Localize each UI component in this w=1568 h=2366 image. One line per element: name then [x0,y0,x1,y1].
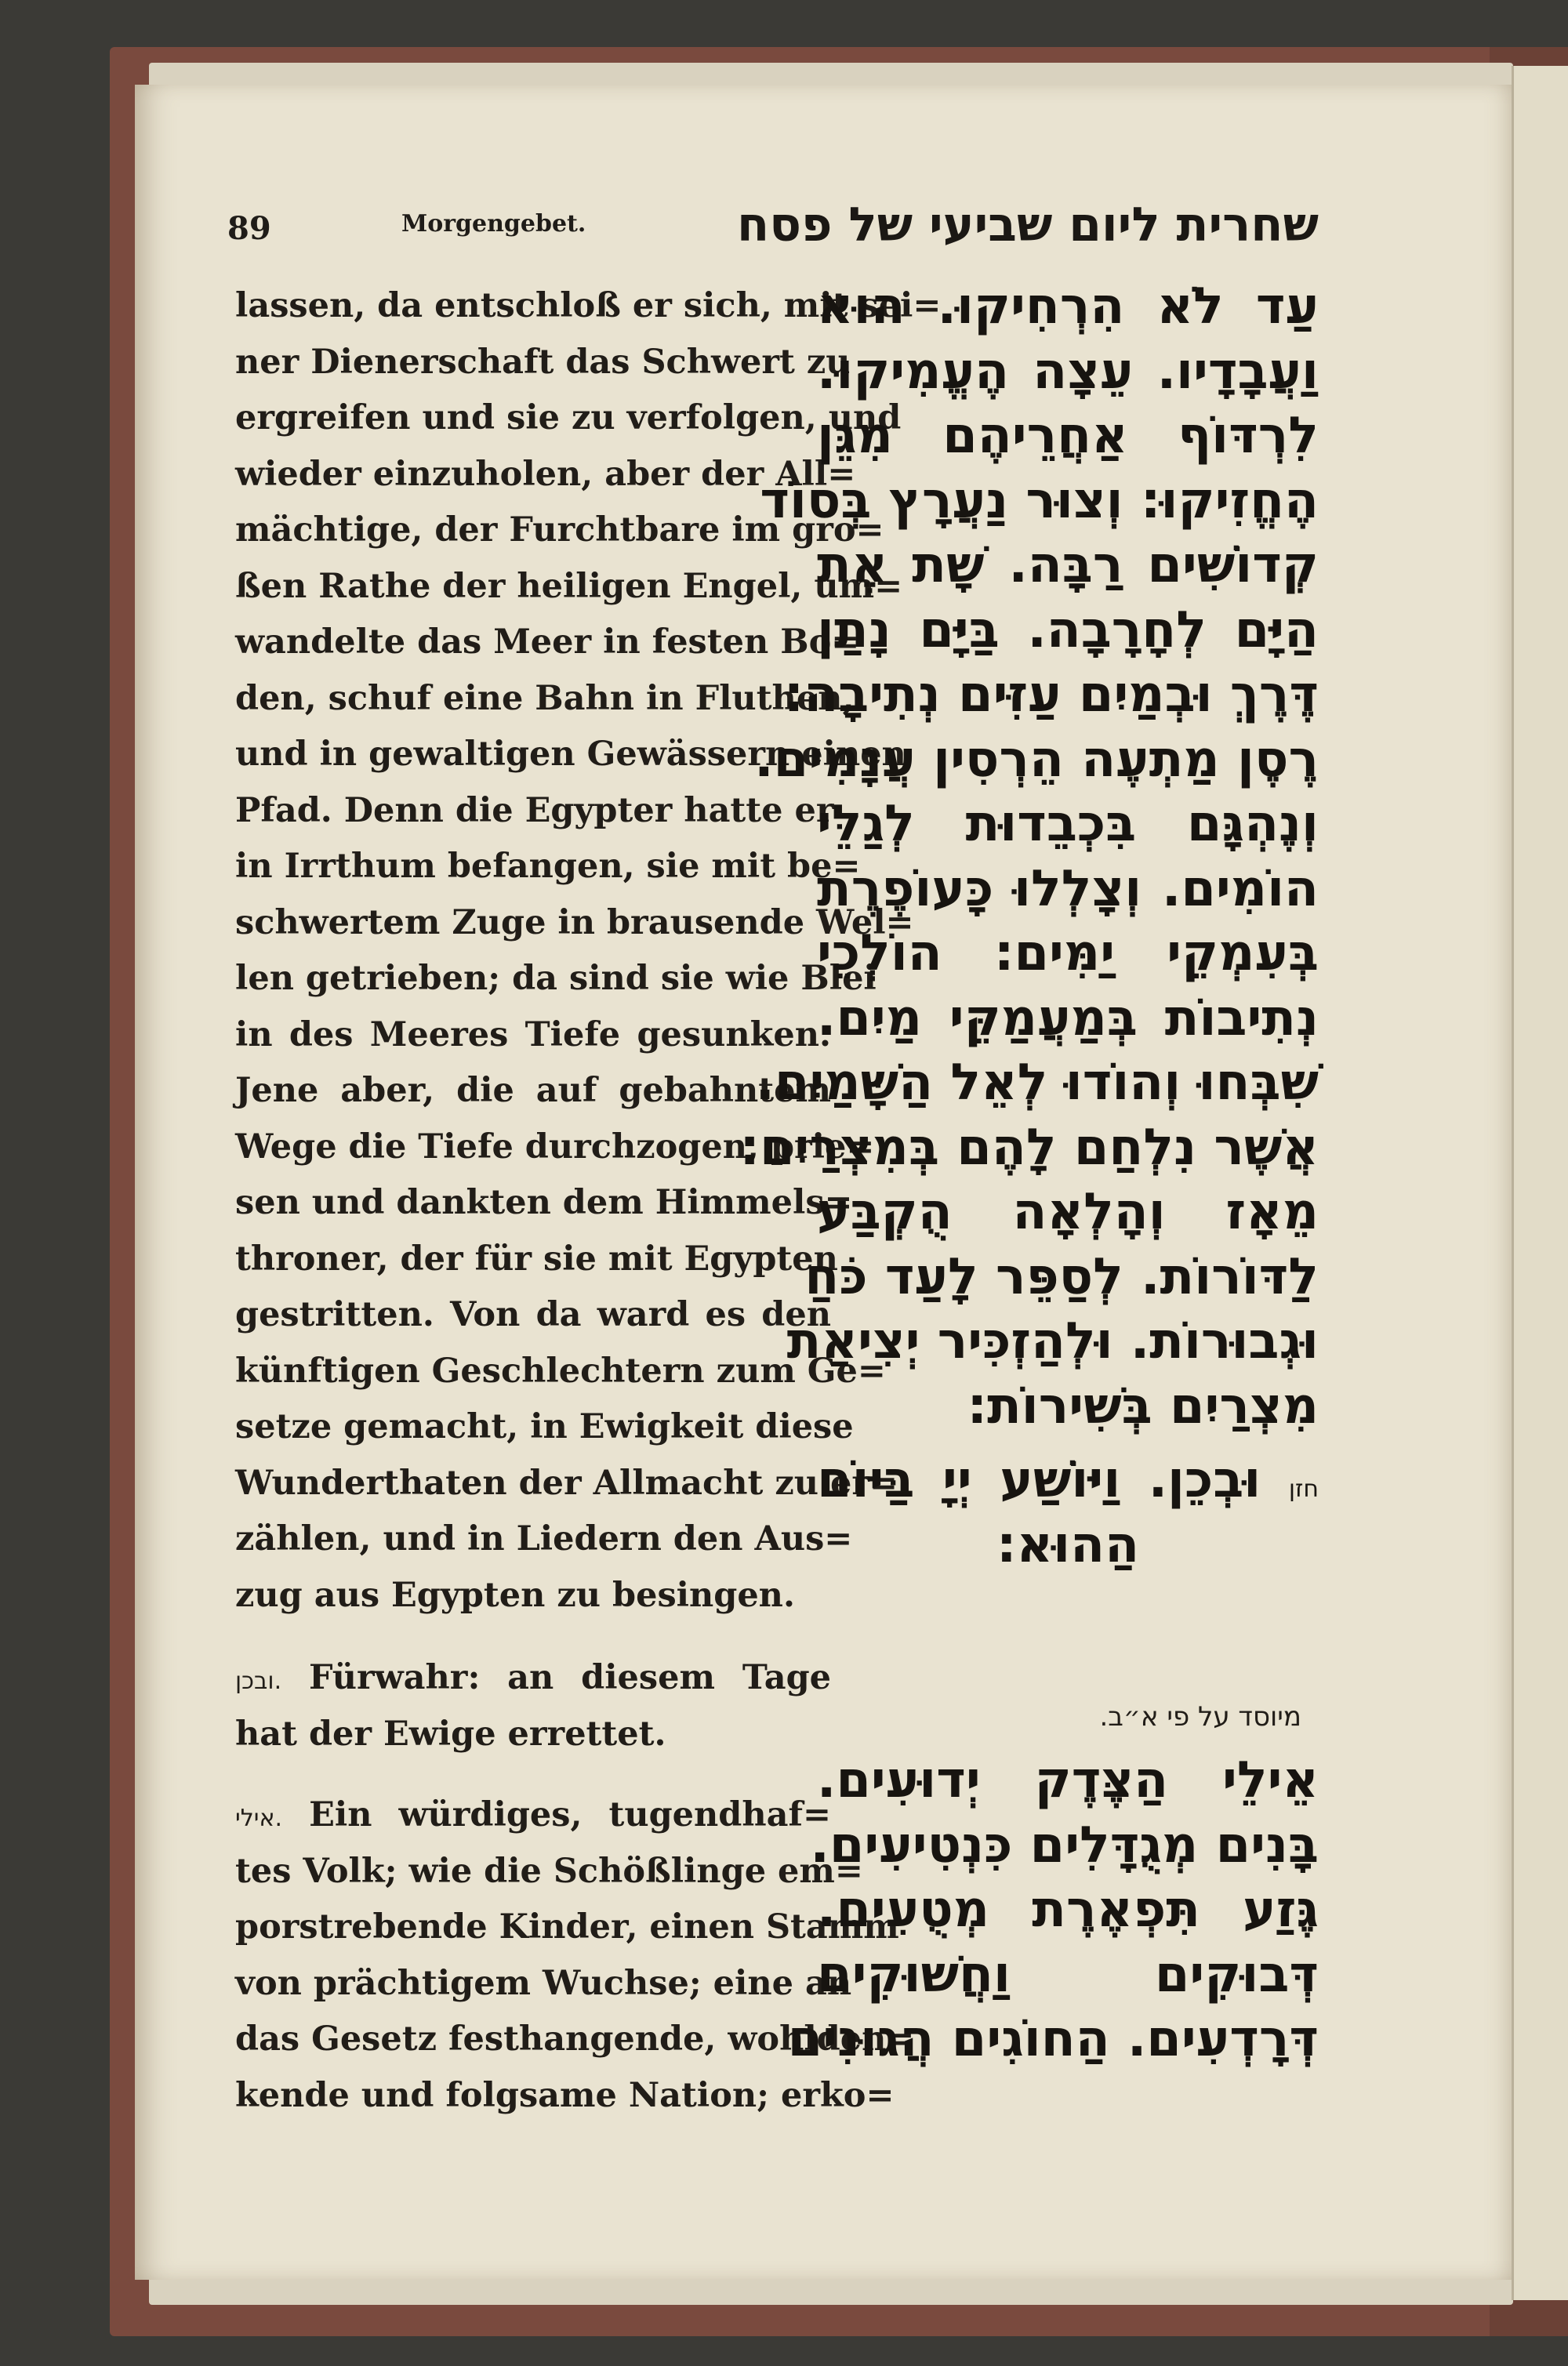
hebrew-line: דֶּרֶךְ וּבְמַיִם עַזִּים נְתִיבָה: [783,666,1319,724]
german-line: ner Dienerschaft das Schwert zu [235,342,851,382]
german-line [235,1787,831,1844]
hebrew-line: נְתִיבוֹת בְּמַעֲמַקֵּי מַיִם. [817,989,1319,1047]
hebrew-line: עַד לֹא הִרְחִיקוּ. הוּא [817,278,1319,336]
hebrew-line-text: וּבְכֵן. וַיּוֹשַׁע יְיָ בַּיּוֹם [817,1451,1289,1509]
german-line: mächtige, der Furchtbare im gro= [235,510,884,550]
german-line: ßen Rathe der heiligen Engel, um= [235,566,903,606]
german-line: len getrieben; da sind sie wie Blei [235,959,877,998]
hebrew-line: לַדּוֹרוֹת. לְסַפֵּר לָעַד כֹּחַ [804,1247,1319,1306]
hebrew-cue-marker: ובכן. [235,1667,282,1695]
german-line: Wunderthaten der Allmacht zu er= [235,1463,898,1503]
german-line: und in gewaltigen Gewässern einen [235,735,906,774]
hebrew-line: אֵילֵי הַצֶּדֶק יְדוּעִים. [817,1751,1319,1809]
german-line-text: Fürwahr: an diesem Tage [281,1658,831,1697]
hebrew-line: מִצְרַיִם בְּשִׁירוֹת: [967,1377,1319,1435]
german-line: wieder einzuholen, aber der All= [235,454,856,494]
running-head-german: Morgengebet. [401,210,586,238]
hebrew-line: דְּרָדְעִים. הַחוֹגִים הֲגוּנִים [787,2010,1319,2068]
german-line: wandelte das Meer in festen Bo= [235,622,860,662]
hebrew-cue-marker: אילי. [235,1805,283,1832]
german-line: in des Meeres Tiefe gesunken. [235,1014,831,1054]
running-head-hebrew: שחרית ליום שביעי של פסח [736,198,1319,252]
hebrew-line: בְּעִמְקֵי יַמִּים: הוֹלְכֵי [817,924,1319,982]
hebrew-line: הֶחֱזִיקוּ: וְצוּר נַעֲרָץ בְּסוֹד [760,471,1319,530]
german-line: schwertem Zuge in brausende Wel= [235,902,914,942]
german-line: throner, der für sie mit Egypten [235,1239,838,1279]
german-line: gestritten. Von da ward es den [235,1295,831,1334]
acrostic-note: מיוסד על פי א״ב. [1099,1701,1301,1733]
hebrew-acrostic-column [787,1748,1319,2072]
german-line: lassen, da entschloß er sich, mit sei= [235,286,942,325]
hebrew-line: רֶסֶן מַתְעֶה הֵרְסִין עֲנָמִים. [754,730,1319,789]
hebrew-line: קְדוֹשִׁים רַבָּה. שָׁת אֶת [817,536,1319,594]
german-line: in Irrthum befangen, sie mit be= [235,847,861,886]
hebrew-line: וּגְבוּרוֹת. וּלְהַזְכִּיר יְצִיאַת [786,1312,1319,1370]
german-line: von prächtigem Wuchse; eine an [235,1963,852,2003]
german-line: das Gesetz festhangende, wohlden= [235,2019,915,2059]
german-translation-column [235,278,942,2150]
german-paragraph-3 [235,1787,915,2124]
hebrew-refrain [817,1448,1319,1577]
german-line-text: Ein würdiges, tugendhaf= [282,1795,831,1834]
german-line: künftigen Geschlechtern zum Ge= [235,1351,886,1391]
german-line: sen und dankten dem Himmels= [235,1183,853,1222]
hebrew-line: הַיָּם לְחָרָבָה. בַּיָּם נָתַן [817,601,1319,659]
german-line: hat der Ewige errettet. [235,1714,666,1754]
german-line: ergreifen und sie zu verfolgen, und [235,398,902,437]
german-line: kende und folgsame Nation; erko= [235,2075,895,2115]
hebrew-line: וְנֶהְגָּם בִּכְבֵדוּת לְגַלֵּי [817,795,1319,853]
hebrew-line: דְּבוּקִים וַחֲשׁוּקִים [817,1945,1319,2004]
german-line: zug aus Egypten zu besingen. [235,1575,795,1615]
hebrew-prayer-column [739,274,1319,1577]
german-line: tes Volk; wie die Schößlinge em= [235,1851,863,1891]
hebrew-line: בָּנִים מְגֻדָּלִים כִּנְטִיעִים. [810,1816,1319,1874]
chazan-label: חזן [1288,1475,1319,1503]
german-line: Jene aber, die auf gebahntem [235,1071,831,1110]
facing-page-edge [1512,66,1568,2300]
hebrew-line: שִׁבְּחוּ וְהוֹדוּ לְאֵל הַשָּׁמַיִם. [755,1054,1319,1112]
german-paragraph-1 [235,278,942,1624]
german-line [235,1650,831,1707]
hebrew-line [817,1448,1319,1513]
hebrew-line: הַהוּא: [996,1515,1140,1574]
hebrew-line: לִרְדּוֹף אַחֲרֵיהֶם מִגֵּן [817,407,1319,465]
hebrew-line: גֶּזַע תִּפְאֶרֶת מְטֻעִים. [817,1881,1319,1939]
page-number: 89 [227,210,271,247]
german-line: porstrebende Kinder, einen Stamm [235,1907,899,1947]
german-paragraph-2 [235,1650,831,1762]
hebrew-line: אֲשֶׁר נִלְחַם לָהֶם בְּמִצְרַיִם: [739,1118,1319,1177]
german-line: setze gemacht, in Ewigkeit diese [235,1407,854,1446]
hebrew-line: וַעֲבָדָיו. עֵצָה הֶעֱמִיקוּ. [817,342,1319,401]
hebrew-line: הוֹמִים. וְצָלְלוּ כָּעוֹפֶרֶת [817,859,1319,918]
german-line: Wege die Tiefe durchzogen, prie= [235,1127,875,1167]
german-line: den, schuf eine Bahn in Fluthen, [235,678,855,718]
german-line: zählen, und in Liedern den Aus= [235,1519,853,1559]
german-line: Pfad. Denn die Egypter hatte er [235,790,834,830]
hebrew-line: מֵאָז וְהָלְאָה הֻקְבַּע [817,1183,1319,1241]
